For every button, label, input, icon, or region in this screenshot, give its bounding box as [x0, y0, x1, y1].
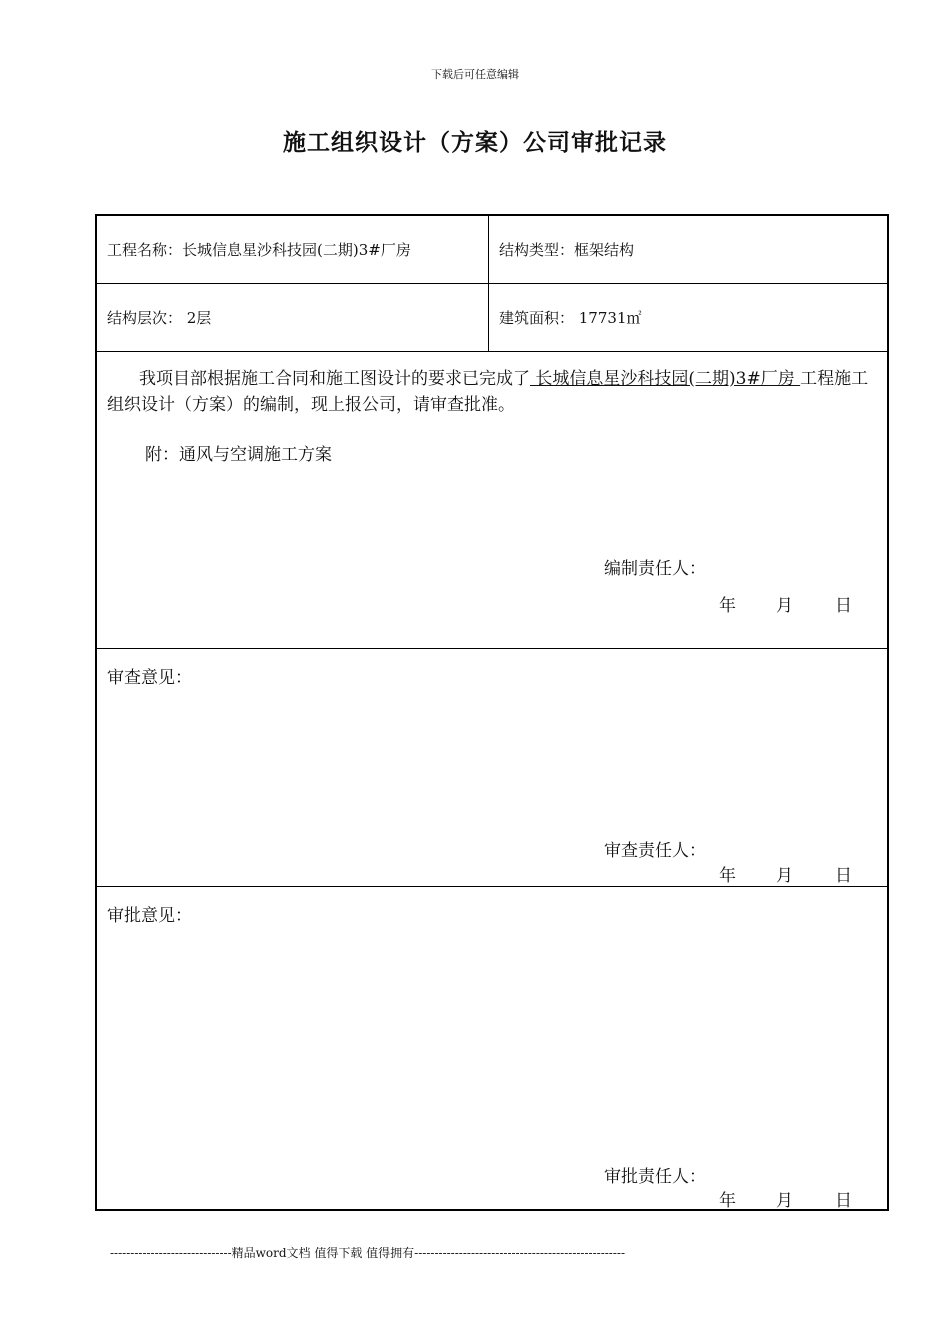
approver-signature-label: 审批责任人：	[604, 1167, 706, 1187]
floors-cell: 结构层次： 2层	[97, 284, 489, 351]
footer-note: ------------------------------精品word文档 值得下载 值得拥有----------------------------------------------------	[110, 1246, 626, 1260]
compiler-signature-label: 编制责任人：	[604, 559, 706, 579]
approval-form-table	[95, 214, 889, 1211]
approval-section	[97, 887, 887, 1211]
attachment-line: 附：通风与空调施工方案	[145, 445, 332, 465]
review-opinion-label: 审查意见：	[107, 668, 192, 688]
review-date	[719, 861, 852, 886]
date-year: 年	[719, 866, 736, 886]
project-underlined: 长城信息星沙科技园(二期)3#厂房	[530, 369, 801, 389]
reviewer-signature-label: 审查责任人：	[604, 841, 706, 861]
page-title: 施工组织设计（方案）公司审批记录	[283, 129, 667, 156]
application-text-before: 我项目部根据施工合同和施工图设计的要求已完成了	[139, 369, 530, 389]
table-row-structure	[97, 284, 887, 352]
date-month: 月	[776, 596, 793, 616]
application-paragraph	[107, 366, 877, 418]
compile-date	[719, 591, 852, 616]
date-month: 月	[776, 866, 793, 886]
project-name-cell: 工程名称：长城信息星沙科技园(二期)3#厂房	[97, 216, 489, 283]
area-cell: 建筑面积： 17731㎡	[499, 309, 642, 327]
header-note: 下载后可任意编辑	[431, 68, 519, 81]
review-section	[97, 649, 887, 887]
date-day: 日	[835, 866, 852, 886]
application-section	[97, 352, 887, 649]
date-year: 年	[719, 1191, 736, 1211]
date-day: 日	[835, 596, 852, 616]
date-month: 月	[776, 1191, 793, 1211]
date-day: 日	[835, 1191, 852, 1211]
date-year: 年	[719, 596, 736, 616]
table-row-project	[97, 216, 887, 284]
application-text-after: 工程施工组织设计（方案）的编制，现上报公司，请审查批准。	[107, 369, 869, 415]
approval-date	[719, 1186, 852, 1211]
approval-opinion-label: 审批意见：	[107, 906, 192, 926]
structure-type-cell: 结构类型：框架结构	[499, 241, 635, 259]
